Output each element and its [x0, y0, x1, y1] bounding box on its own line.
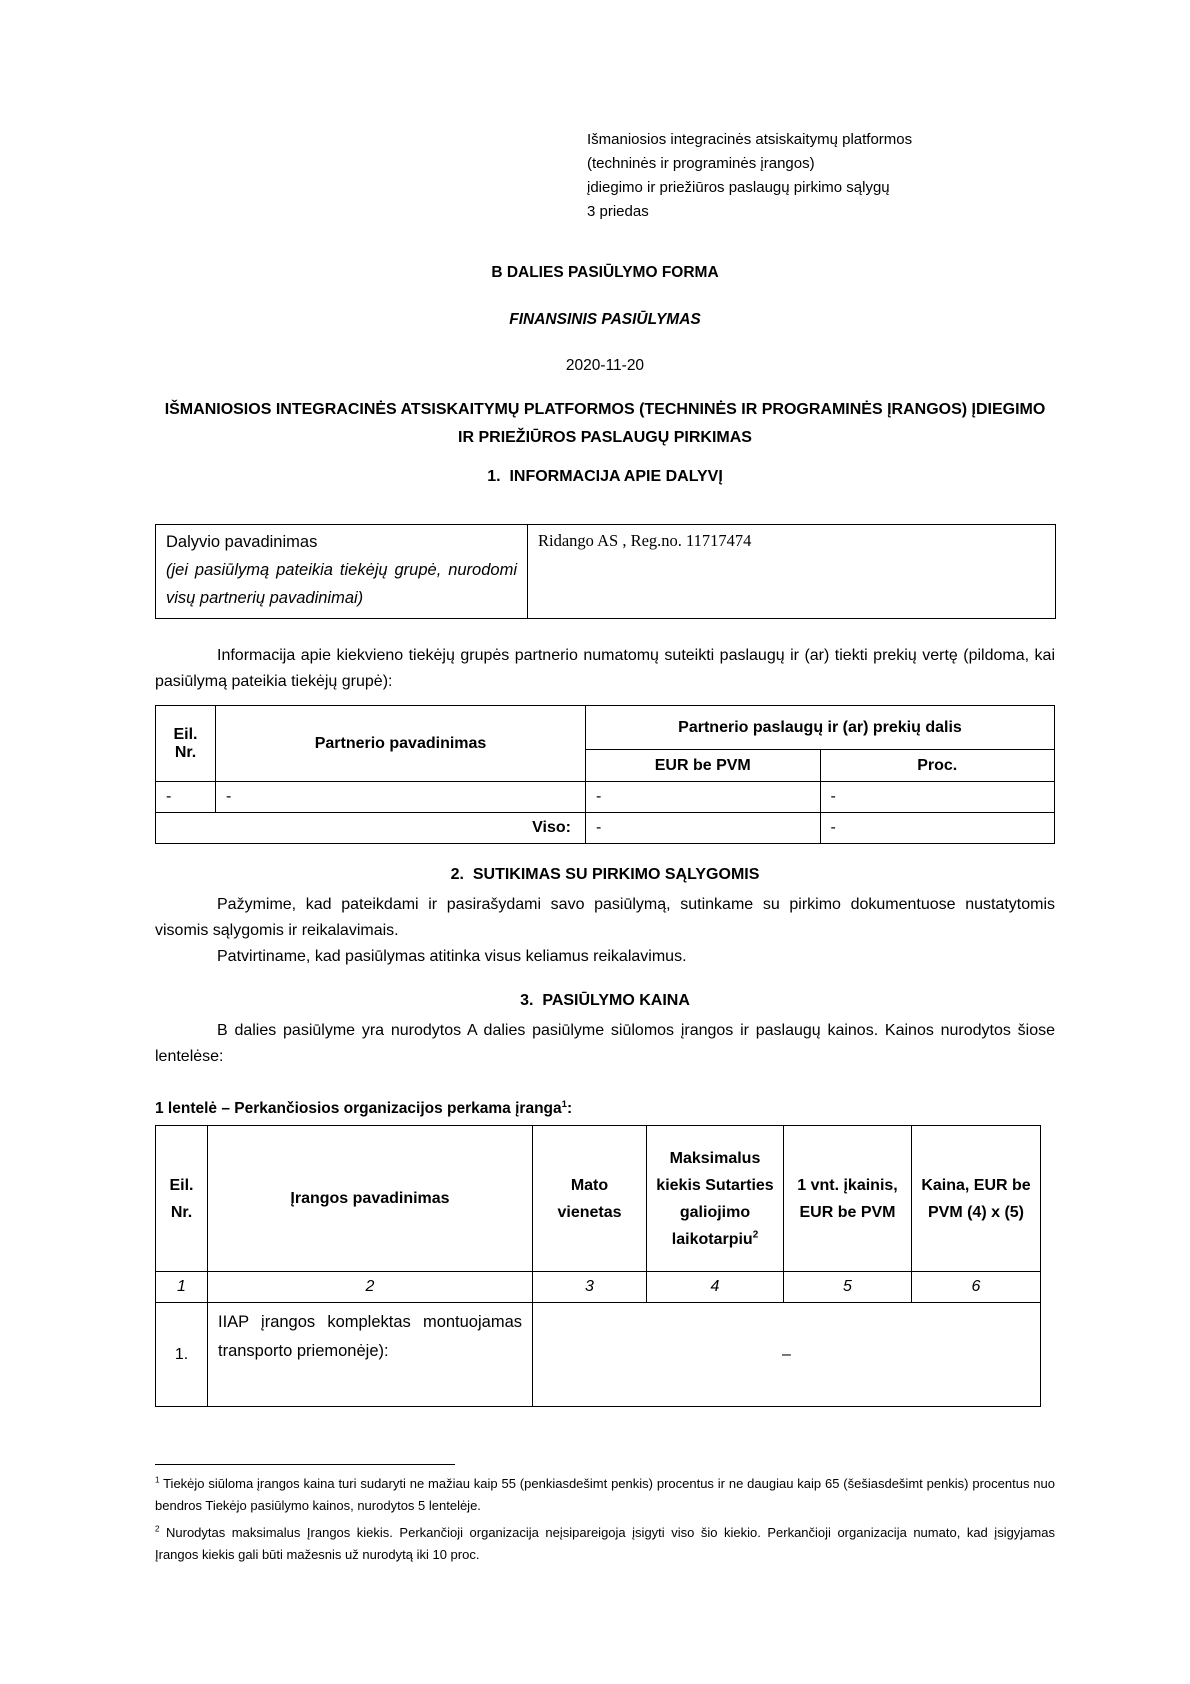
section-1-heading: 1. INFORMACIJA APIE DALYVĮ	[487, 468, 723, 485]
total-label: Viso:	[156, 813, 586, 844]
annex-header	[587, 128, 1055, 224]
col-number: 6	[912, 1272, 1041, 1303]
col-number: 5	[784, 1272, 912, 1303]
partners-table	[155, 705, 1055, 844]
table-total-row	[156, 813, 1055, 844]
cell-partner-name: -	[216, 782, 586, 813]
col-header-proc: Proc.	[820, 750, 1055, 782]
table-row	[156, 782, 1055, 813]
col-number: 3	[533, 1272, 647, 1303]
footnote-ref-2: 2	[752, 1229, 759, 1241]
col-header-max-qty	[647, 1126, 784, 1272]
col-number: 2	[208, 1272, 533, 1303]
column-numbering-row	[156, 1272, 1041, 1303]
section-2-paragraph-1: Pažymime, kad pateikdami ir pasirašydami savo pasiūlymą, sutinkame su pirkimo dokumentuose nustatytomis visomis sąlygomis ir reikalavimais.	[155, 896, 1055, 939]
section-2-heading: 2. SUTIKIMAS SU PIRKIMO SĄLYGOMIS	[450, 866, 760, 883]
financial-proposal-title: FINANSINIS PASIŪLYMAS	[509, 311, 701, 328]
partners-intro-paragraph: Informacija apie kiekvieno tiekėjų grupės partnerio numatomų suteikti paslaugų ir (ar) tiekti prekių vertę (pildoma, kai pasiūlymą pateikia tiekėjų grupė):	[155, 647, 1055, 690]
section-3-heading: 3. PASIŪLYMO KAINA	[520, 992, 690, 1009]
footnote-2	[155, 1522, 1055, 1565]
col-number: 4	[647, 1272, 784, 1303]
col-header-price: Kaina, EUR be PVM (4) x (5)	[912, 1126, 1041, 1272]
annex-header-line: (techninės ir programinės įrangos)	[587, 155, 815, 172]
col-header-nr: Nr.	[174, 743, 197, 761]
col-header-max-qty-text: Maksimalus kiekis Sutarties galiojimo laikotarpiu	[656, 1149, 774, 1248]
footnote-2-text: Nurodytas maksimalus Įrangos kiekis. Perkančioji organizacija neįsipareigoja įsigyti viso šio kiekio. Perkančioji organizacija numato, kad įsigyjamas Įrangos kiekis gali būti mažesnis už nurodytą iki 10 proc.	[155, 1525, 1055, 1562]
footnote-1	[155, 1473, 1055, 1516]
footnotes	[155, 1473, 1055, 1565]
participant-table	[155, 524, 1056, 619]
equipment-table-label-text: 1 lentelė – Perkančiosios organizacijos perkama įranga	[155, 1100, 562, 1117]
participant-value-cell: Ridango AS , Reg.no. 11717474	[528, 525, 1056, 619]
footnote-separator	[155, 1464, 455, 1465]
col-header-eil-nr	[156, 1126, 208, 1272]
col-header-partner-share: Partnerio paslaugų ir (ar) prekių dalis	[586, 706, 1055, 750]
table-row	[156, 525, 1056, 619]
col-header-unit-price: 1 vnt. įkainis, EUR be PVM	[784, 1126, 912, 1272]
document-date: 2020-11-20	[565, 357, 645, 374]
table-header-row	[156, 706, 1055, 750]
col-header-partner-name: Partnerio pavadinimas	[216, 706, 586, 782]
cell-equipment-value: –	[533, 1303, 1041, 1407]
equipment-table-label-colon: :	[566, 1100, 573, 1117]
equipment-table	[155, 1125, 1041, 1407]
section-2-paragraph-2: Patvirtiname, kad pasiūlymas atitinka visus keliamus reikalavimus.	[217, 948, 687, 965]
cell-eur: -	[586, 782, 821, 813]
footnote-2-marker: 2	[155, 1524, 160, 1534]
annex-header-line: įdiegimo ir priežiūros paslaugų pirkimo sąlygų	[587, 179, 890, 196]
table-row	[156, 1303, 1041, 1407]
annex-header-line: 3 priedas	[587, 203, 649, 220]
section-3-paragraph-1: B dalies pasiūlyme yra nurodytos A dalies pasiūlyme siūlomos įrangos ir paslaugų kainos. Kainos nurodytos šiose lentelėse:	[155, 1022, 1055, 1065]
footnote-1-text: Tiekėjo siūloma įrangos kaina turi sudaryti ne mažiau kaip 55 (penkiasdešimt penkis) procentus ir ne daugiau kaip 65 (šešiasdešimt penkis) procentus nuo bendros Tiekėjo pasiūlymo kainos, nurodytos 5 lentelėje.	[155, 1476, 1055, 1513]
col-header-eil: Eil.	[169, 1176, 194, 1194]
annex-header-line: Išmaniosios integracinės atsiskaitymų platformos	[587, 131, 913, 148]
participant-label: Dalyvio pavadinimas	[166, 533, 318, 551]
col-header-eil: Eil.	[173, 725, 198, 743]
col-header-nr: Nr.	[170, 1203, 193, 1221]
cell-proc: -	[820, 782, 1055, 813]
cell-row-number: 1.	[156, 1303, 208, 1407]
col-header-unit: Mato vienetas	[533, 1126, 647, 1272]
participant-label-note: (jei pasiūlymą pateikia tiekėjų grupė, nurodomi visų partnerių pavadinimai)	[166, 561, 517, 607]
col-header-equipment-name: Įrangos pavadinimas	[208, 1126, 533, 1272]
total-proc: -	[820, 813, 1055, 844]
form-title: B DALIES PASIŪLYMO FORMA	[491, 264, 719, 281]
col-header-eur: EUR be PVM	[586, 750, 821, 782]
footnote-ref-1: 1	[561, 1098, 567, 1110]
cell-equipment-name: IIAP įrangos komplektas montuojamas transporto priemonėje):	[208, 1303, 533, 1407]
total-eur: -	[586, 813, 821, 844]
col-number: 1	[156, 1272, 208, 1303]
main-title: IŠMANIOSIOS INTEGRACINĖS ATSISKAITYMŲ PLATFORMOS (TECHNINĖS IR PROGRAMINĖS ĮRANGOS) ĮDIEGIMO IR PRIEŽIŪROS PASLAUGŲ PIRKIMAS	[164, 401, 1046, 446]
equipment-table-label	[155, 1100, 1055, 1118]
participant-label-cell	[156, 525, 528, 619]
footnote-1-marker: 1	[155, 1475, 160, 1485]
table-header-row	[156, 1126, 1041, 1272]
cell-eil-nr: -	[156, 782, 216, 813]
col-header-eil-nr	[156, 706, 216, 782]
